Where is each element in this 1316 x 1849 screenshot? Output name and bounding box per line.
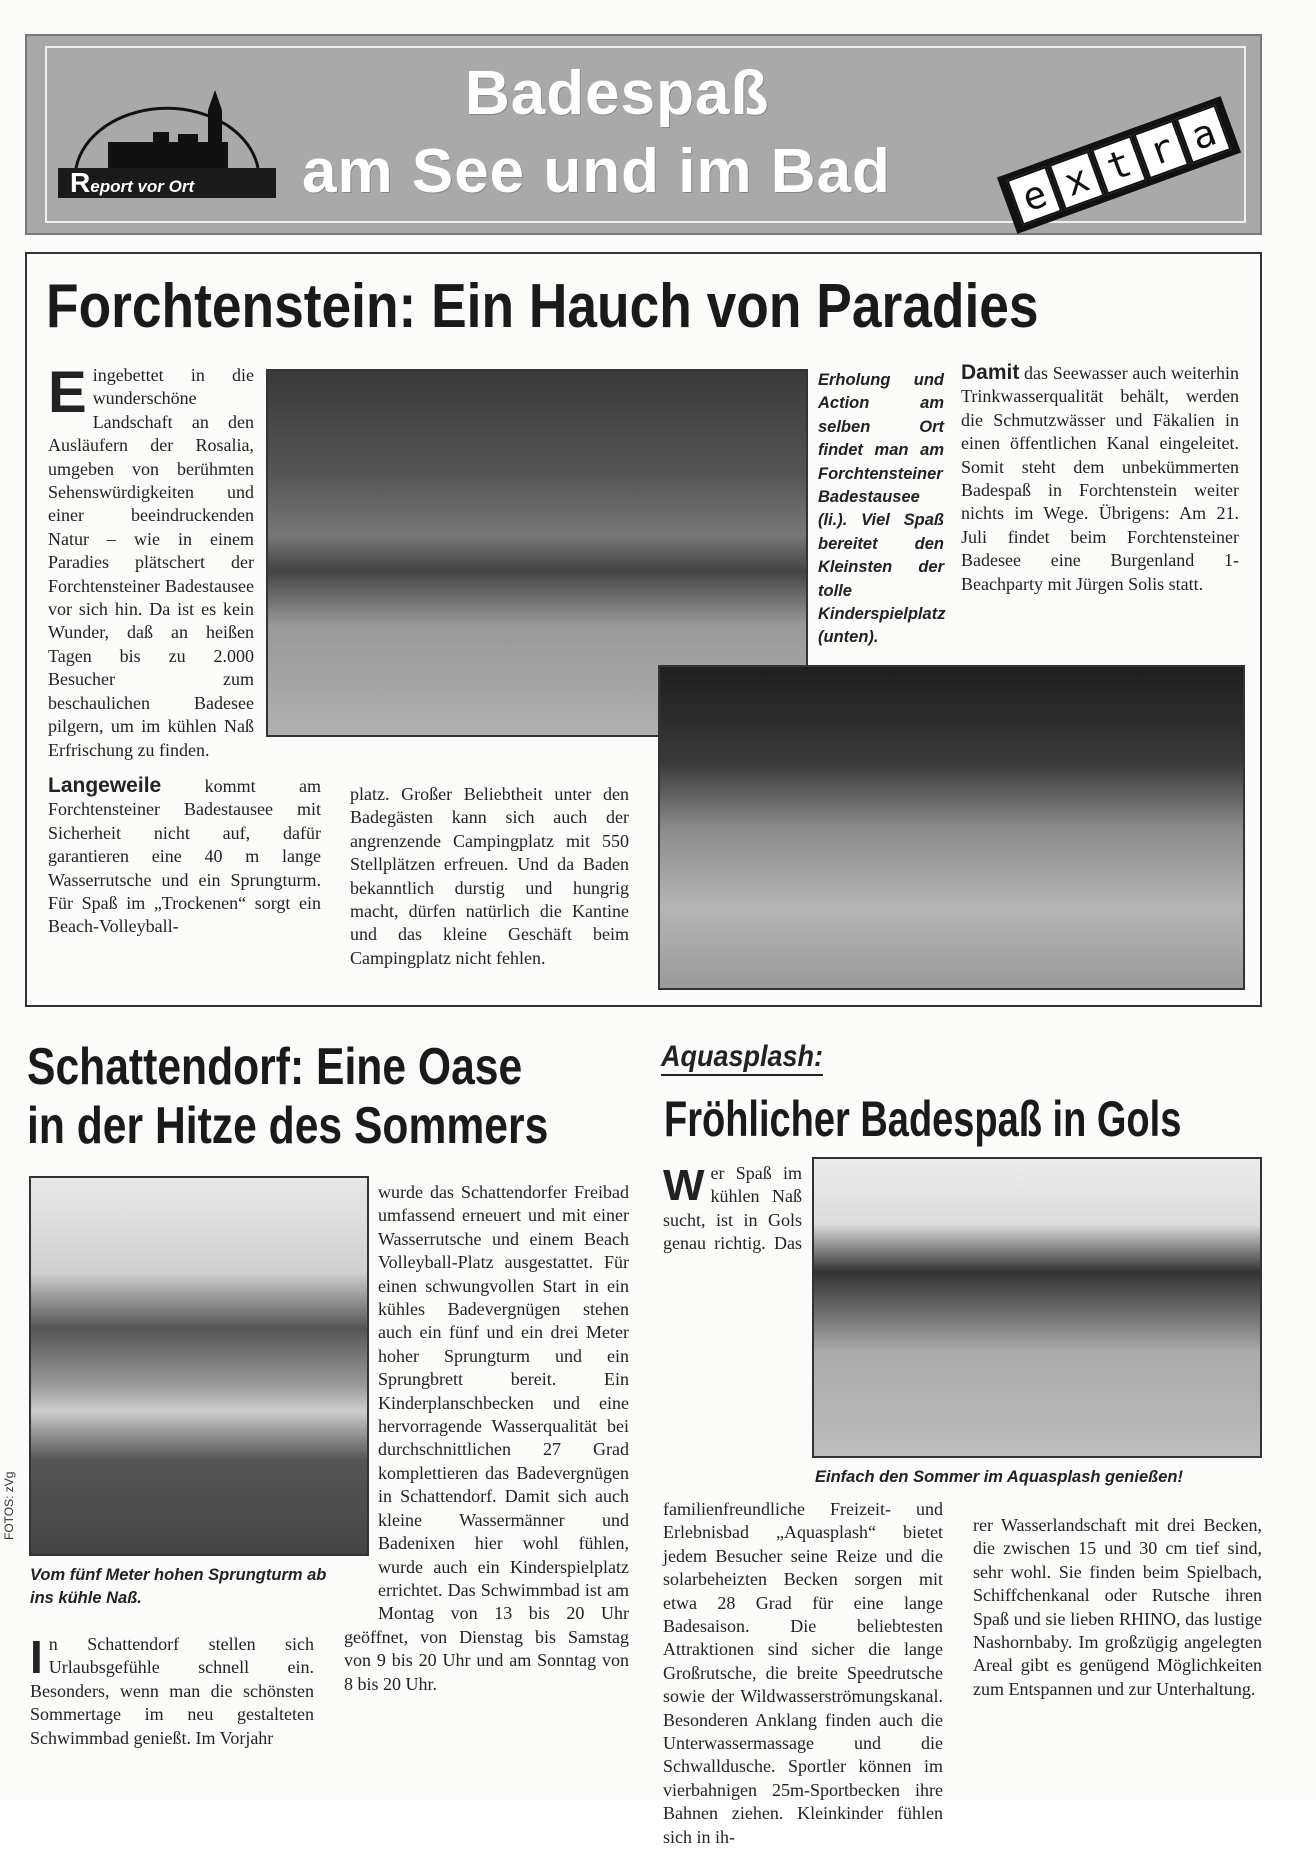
aquasplash-kicker: Aquasplash: bbox=[661, 1040, 823, 1076]
schattendorf-column-2 bbox=[344, 1181, 629, 1696]
photo-credit: FOTOS: zVg bbox=[2, 1471, 16, 1540]
drop-cap: I bbox=[30, 1631, 43, 1683]
logo-text: eport vor Ort bbox=[90, 177, 195, 196]
extra-letter: x bbox=[1049, 151, 1105, 210]
report-vor-ort-logo bbox=[58, 90, 276, 198]
forchtenstein-column-2: platz. Großer Beliebtheit unter den Badegästen kann sich auch der angrenzende Campingplatz mit 550 Stellplätzen erfreuen. Und da Baden bekanntlich durstig und hungrig macht, dürfen natürlich die Kantine und das kleine Geschäft beim Campingplatz nicht fehlen. bbox=[350, 784, 629, 968]
banner-title-line1: Badespaß bbox=[465, 59, 770, 128]
lead-word: Langeweile bbox=[48, 773, 162, 797]
forchtenstein-headline: Forchtenstein: Ein Hauch von Paradies bbox=[46, 272, 1039, 341]
drop-cap: E bbox=[48, 360, 87, 425]
aquasplash-intro: er Spaß im kühlen Naß sucht, ist in Gols genau richtig. Das familienfreundliche Freizeit- und Erlebnisbad „Aquasplash“ bietet jedem Besucher seine Reize und die solarbeheizten Becken sorgen mit etwa 28 Grad für eine bbox=[663, 1163, 943, 1613]
aquasplash-photo-caption: Einfach den Sommer im Aquasplash genießen! bbox=[815, 1468, 1183, 1486]
caption-wrap-spacer bbox=[344, 1181, 378, 1621]
aquasplash-headline: Fröhlicher Badespaß in Gols bbox=[664, 1091, 1182, 1147]
aquasplash-column-2: rer Wasserlandschaft mit drei Becken, die zwischen 15 und 30 cm tief sind, sehr wohl. Sie finden beim Spielbach, Schiffchenkanal oder Rutsche ihren Spaß und sie lieben RHINO, das lustige Nashornbaby. Im großzügig angelegten Areal gibt es genügend Möglichkeiten zum Entspannen und zur Unterhaltung. bbox=[973, 1515, 1262, 1699]
forchtenstein-intro: ingebettet in die wunderschöne Landschaft an den Ausläufern der Rosalia, umgeben von berühmten Sehenswürdigkeiten und einer beeindruckenden Natur – wie in einem Paradies plätschert der Forchtensteiner Badestausee vor sich hin. Da ist es kein Wunder, daß an heißen Tagen bis zu 2.000 Besucher zum beschaulichen Badesee pilgern, um im kühlen Naß Erfrischung zu finden. bbox=[48, 365, 254, 760]
aquasplash-column-1-continued: lange Badesaison. Die beliebtesten Attraktionen sind sicher die lange Großrutsche, die breite Speedrutsche sowie der Wildwasserströmungskanal. Besonderen Anklang finden auch die Unterwassermassage und die Schwalldusche. Sportler können im vierbahnigen 25m-Sportbecken ihre Bahnen ziehen. Kleinkinder fühlen sich in ih- bbox=[663, 1592, 943, 1847]
extra-letter: t bbox=[1091, 135, 1147, 194]
schattendorf-column-1 bbox=[30, 1633, 314, 1750]
aquasplash-photo bbox=[812, 1157, 1262, 1458]
banner-title-line2: am See und im Bad bbox=[302, 137, 891, 206]
lead-word: Damit bbox=[961, 361, 1020, 384]
logo-initial: R bbox=[70, 167, 91, 198]
sprungturm-photo bbox=[29, 1176, 369, 1556]
drop-cap: W bbox=[663, 1161, 705, 1210]
extra-letter: a bbox=[1176, 104, 1232, 163]
forchtenstein-photo-caption: Erholung und Action am selben Ort findet man am Forchtensteiner Badestausee (li.). Viel Spaß bereitet den Kleinsten der tolle Kinderspielplatz (unten). bbox=[818, 371, 946, 647]
spielplatz-photo bbox=[658, 665, 1245, 990]
extra-letter: r bbox=[1133, 120, 1189, 179]
schattendorf-headline-line1: Schattendorf: Eine Oase bbox=[27, 1038, 523, 1096]
schattendorf-photo-caption: Vom fünf Meter hohen Sprungturm ab ins kühle Naß. bbox=[30, 1566, 327, 1608]
forchtenstein-paragraph-2: kommt am Forchtensteiner Badestausee mit Sicherheit nicht auf, dafür garantieren eine 40 m lange Wasserrutsche und ein Sprungturm. Für Spaß im „Trockenen“ sorgt ein Beach-Volleyball- bbox=[48, 775, 321, 937]
schattendorf-paragraph-2: wurde das Schattendorfer Freibad umfassend erneuert und mit einer Wasserrutsche und einem Beach Volleyball-Platz ausgestattet. Für einen schwungvollen Start in ein kühles Badevergnügen stehen auch ein fünf und ein drei Meter hoher Sprungturm und ein Sprungbrett bereit. Ein Kinderplanschbecken und eine hervorragende Wasserqualität bei durchschnittlichen 27 Grad komplettieren das Badevergnügen in Schattendorf. Damit sich auch kleine Wassermänner und Badenixen hier wohl fühlen, wurde auch ein Kinderspielplatz errichtet. Das Schwimmbad ist am Montag von 13 bis 20 Uhr geöffnet, von Dienstag bis Samstag von 9 bis 20 Uhr und am Sonntag von 8 bis 20 Uhr. bbox=[344, 1182, 629, 1694]
extra-letter: e bbox=[1006, 166, 1062, 225]
forchtenstein-paragraph-3: das Seewasser auch weiterhin Trinkwasserqualität behält, werden die Schmutzwässer und Fäkalien in einen öffentlichen Kanal eingeleitet. Somit steht dem unbekümmerten Badespaß in Forchtenstein weiter nichts im Wege. Übrigens: Am 21. Juli findet beim Forchtensteiner Badesee eine Burgenland 1-Beachparty mit Jürgen Solis statt. bbox=[961, 363, 1239, 594]
schattendorf-headline-line2: in der Hitze des Sommers bbox=[27, 1097, 549, 1155]
town-skyline-icon bbox=[58, 90, 276, 170]
forchtenstein-column-right bbox=[961, 361, 1239, 596]
schattendorf-intro: n Schattendorf stellen sich Urlaubsgefühle schnell ein. Besonders, wenn man die schönsten Sommertage im neu gestalteten Schwimmbad genießt. Im Vorjahr bbox=[30, 1634, 314, 1748]
